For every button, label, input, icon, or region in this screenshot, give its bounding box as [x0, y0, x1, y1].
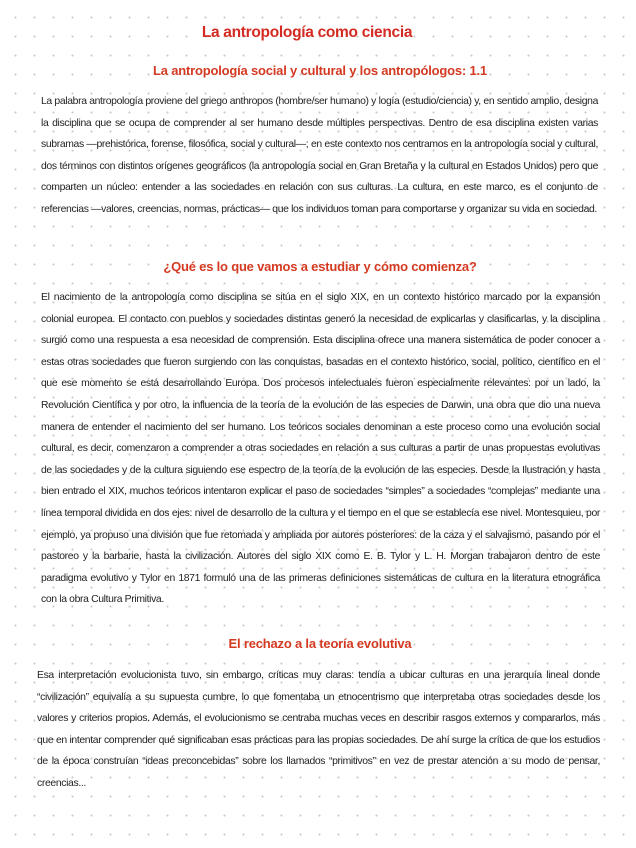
section-heading-social-cultural: La antropología social y cultural y los antropólogos: 1.1	[153, 63, 487, 78]
section-body-rejection-evolutionism: Esa interpretación evolucionista tuvo, sin embargo, críticas muy claras: tendía a ubicar culturas en una jerarquía lineal donde “civilización” equivalía a su supuesta cumbre, lo que fomentaba un etnocentrismo que interpretaba otras sociedades desde los valores y criterios propios. Además, el evolucionismo se centraba muchas veces en describir rasgos externos y compararlos, más que en intentar comprender qué significaban esas prácticas para las propias sociedades. De ahí surge la crítica de que los estudios de la época construían “ideas preconcebidas” sobre los llamados “primitivos” en vez de prestar atención a su modo de pensar, creencias...	[37, 670, 600, 789]
page-title: La antropología como ciencia	[201, 24, 413, 41]
section-body-social-cultural: La palabra antropología proviene del griego anthropos (hombre/ser humano) y logía (estudio/ciencia) y, en sentido amplio, designa la disciplina que se ocupa de comprender al ser humano desde múltiples perspectivas. Dentro de esa disciplina existen varias subramas —prehistórica, forense, filosófica, social y cultural—; en este contexto nos centramos en la antropología social y cultural, dos términos con distintos orígenes geográficos (la antropología social en Gran Bretaña y la cultural en Estados Unidos) pero que comparten un núcleo: entender a las sociedades en relación con sus culturas. La cultura, en este marco, es el conjunto de referencias —valores, creencias, normas, prácticas— que los individuos toman para comportarse y organizar su vida en sociedad.	[41, 96, 598, 215]
section-heading-what-to-study: ¿Qué es lo que vamos a estudiar y cómo comienza?	[163, 259, 477, 274]
section-body-what-to-study: El nacimiento de la antropología como disciplina se sitúa en el siglo XIX, en un contexto histórico marcado por la expansión colonial europea. El contacto con pueblos y sociedades distintas generó la necesidad de explicarlas y clasificarlas, y la disciplina surgió como una respuesta a esa necesidad de comprensión. Esta disciplina ofrece una manera sistemática de poder conocer a estas otras sociedades que fueron surgiendo con las conquistas, basadas en el contexto histórico, social, político, científico en el que ese momento se está desarrollando Europa. Dos procesos intelectuales fueron especialmente relevantes: por un lado, la Revolución Científica y por otro, la influencia de la teoría de la evolución de las especies de Darwin, una obra que dio una nueva manera de entender el nacimiento del ser humano. Los teóricos sociales denominan a este proceso como una evolución social cultural, es decir, comenzaron a comprender a otras sociedades en relación a sus culturas a partir de unas propuestas evolutivas de las sociedades y de la cultura siguiendo ese espectro de la teoría de la evolución de las especies. Desde la Ilustración y hasta bien entrado el XIX, muchos teóricos intentaron explicar el paso de sociedades “simples” a sociedades “complejas” mediante una línea temporal dividida en dos ejes: nivel de desarrollo de la cultura y el tiempo en el que se establecía ese nivel. Montesquieu, por ejemplo, ya propuso una división que fue retomada y ampliada por autores posteriores: de la caza y el salvajismo, pasando por el pastoreo y la barbarie, hasta la civilización. Autores del siglo XIX como E. B. Tylor y L. H. Morgan trabajaron dentro de este paradigma evolutivo y Tylor en 1871 formuló una de las primeras definiciones sistemáticas de cultura en la literatura etnográfica con la obra Cultura Primitiva.	[41, 292, 600, 606]
section-heading-rejection-evolutionism: El rechazo a la teoría evolutiva	[228, 636, 412, 651]
